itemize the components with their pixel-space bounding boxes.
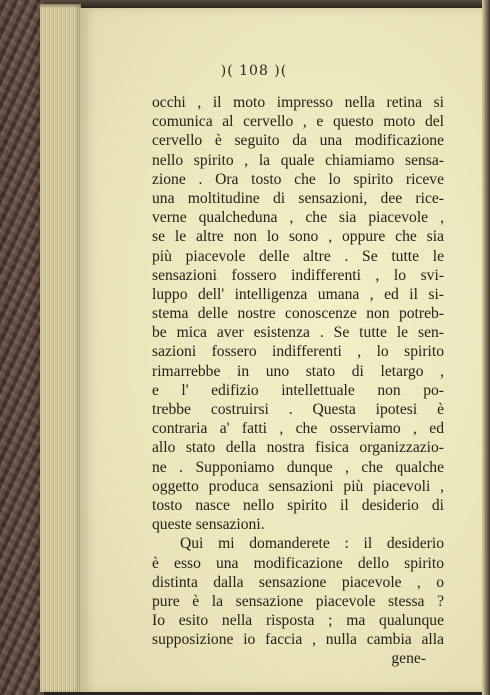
text-line: allo stato della nostra fisica organizzazio-	[152, 439, 444, 457]
text-line: più piacevole delle altre . Se tutte le	[152, 247, 444, 265]
text-line: nello spirito , la quale chiamiamo sensa-	[152, 151, 444, 169]
text-line: stema delle nostre conoscenze non potreb-	[152, 305, 444, 323]
text-line: sensazioni fossero indifferenti , lo svi-	[152, 266, 444, 284]
text-line: luppo dell' intelligenza umana , ed il si-	[152, 285, 444, 303]
page-edges	[40, 4, 81, 692]
text-line: cervello è seguito da una modificazione	[152, 132, 444, 150]
marbled-cover	[0, 0, 44, 695]
top-shadow	[40, 0, 490, 8]
text-line: contraria a' fatti , che osserviamo , ed	[152, 420, 444, 438]
text-line: trebbe costruirsi . Questa ipotesi è	[152, 401, 444, 418]
text-line: se le altre non lo sono , oppure che sia	[152, 228, 444, 246]
text-line: distinta dalla sensazione piacevole , o	[152, 573, 444, 591]
text-line: Qui mi domanderete : il desiderio	[180, 535, 444, 553]
text-line: sazioni fossero indifferenti , lo spirito	[152, 343, 444, 361]
text-line: queste sensazioni.	[152, 516, 265, 534]
text-line: occhi , il moto impresso nella retina si	[152, 94, 444, 111]
text-line: zione . Ora tosto che lo spirito riceve	[152, 170, 444, 188]
catchword: gene-	[391, 650, 426, 668]
text-line: comunica al cervello , e questo moto del	[152, 113, 444, 131]
text-line: rimarrebbe in uno stato di letargo ,	[152, 362, 444, 380]
text-line: supposizione io faccia , nulla cambia alla	[152, 631, 444, 649]
text-line: verne qualcheduna , che sia piacevole ,	[152, 209, 444, 227]
text-line: pure è la sensazione piacevole stessa ?	[152, 592, 444, 610]
text-line: tosto nasce nello spirito il desiderio di	[152, 496, 444, 514]
body-text	[152, 93, 444, 669]
text-line: be mica aver esistenza . Se tutte le sen-	[152, 324, 444, 342]
text-line: oggetto produca sensazioni più piacevoli ,	[152, 477, 444, 495]
page-number: )( 108 )(	[220, 63, 288, 79]
text-line: una moltitudine di sensazioni, dee rice-	[152, 189, 444, 207]
right-page-edge	[482, 0, 490, 695]
text-line: Io esito nella risposta ; ma qualunque	[152, 612, 444, 630]
text-line: e l' edifizio intellettuale non po-	[152, 381, 444, 399]
text-line: ne . Supponiamo dunque , che qualche	[152, 458, 444, 476]
text-line: è esso una modificazione dello spirito	[152, 554, 444, 572]
